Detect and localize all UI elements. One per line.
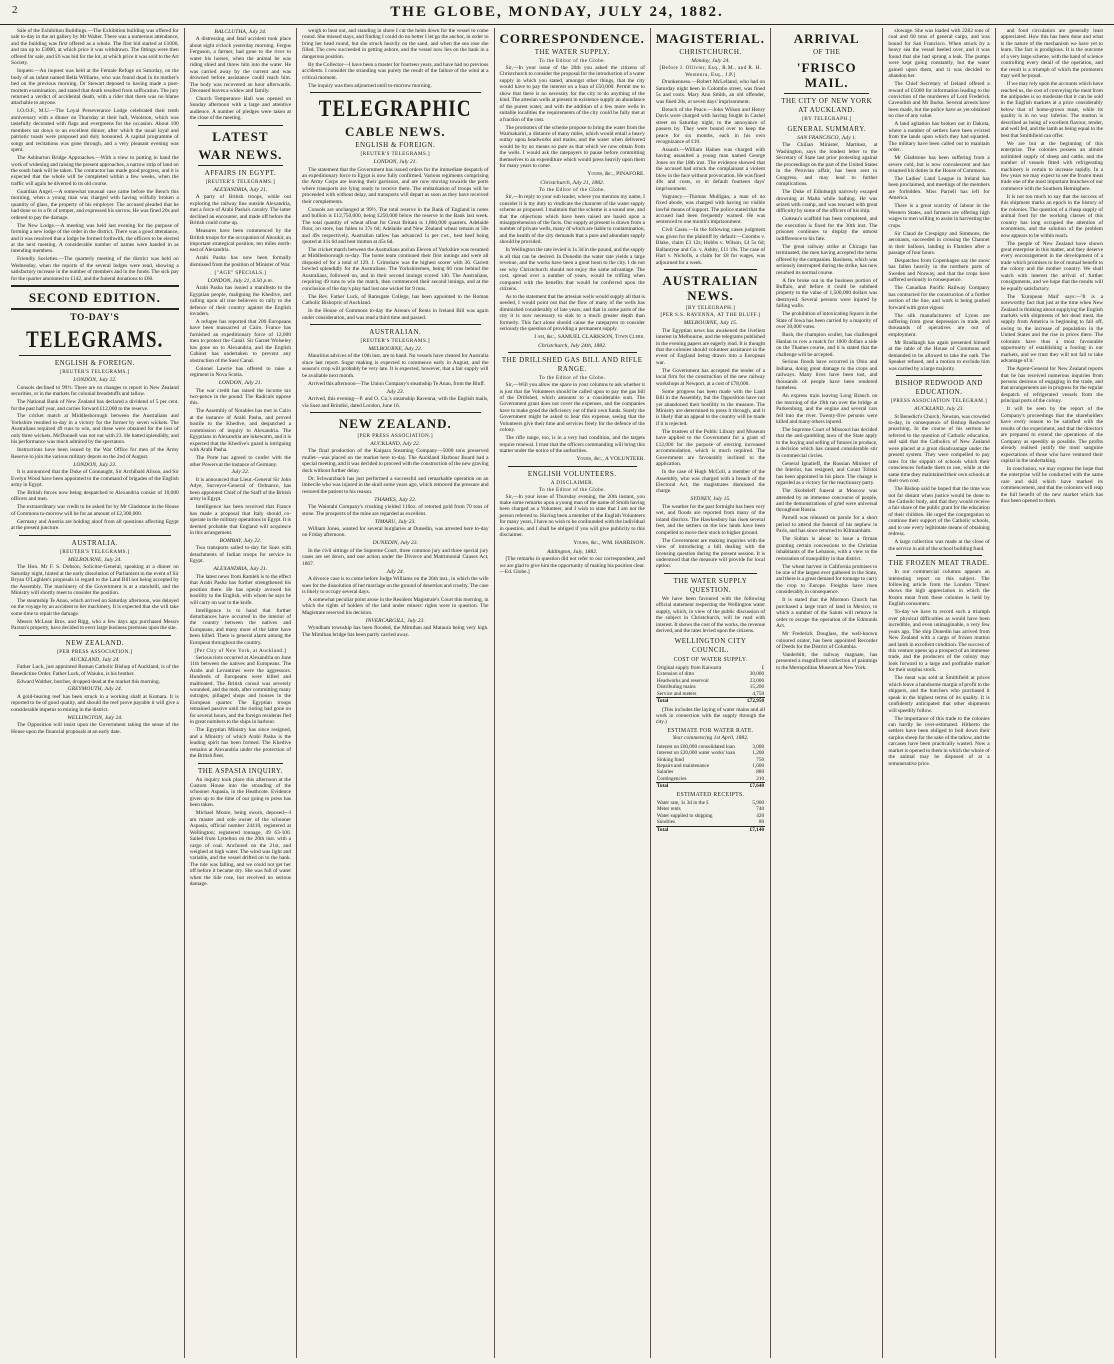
article-paragraph: Despatches from Copenhagen say the snow has fallen heavily in the northern parts of Sweden and Norway, and that the crops have suffered seriously in consequence. xyxy=(888,257,990,284)
dateline: TIMARU, July 23. xyxy=(374,518,416,525)
dateline: July 22. xyxy=(231,469,250,476)
divider-rule xyxy=(508,352,637,353)
article-paragraph: The Supreme Court of Missouri has decided that the anti-gambling laws of the State apply to the buying and selling of futures in produce, a decision which has caused considerable stir in commercial circles. xyxy=(776,426,878,459)
table-cell-value: 15,200 xyxy=(749,684,765,691)
article-paragraph: Rush, the champion sculler, has challenged Hanlan to row a match for 1000 dollars a side on the Thames course, and it is stated that the challenge will be accepted. xyxy=(776,332,878,358)
article-paragraph: A somewhat peculiar point arose in the Resident Magistrate's Court this morning, in which the rights of holders of the land under miners' rights were in question. The Magistrate reserved his decision. xyxy=(302,597,489,616)
table-cell-value: 30,000 xyxy=(749,671,765,678)
article-byline: To the Editor of the Globe. xyxy=(538,58,606,64)
divider-rule xyxy=(11,285,179,287)
article-paragraph: It is not too much to say that the success of this shipment marks an epoch in the history of the colonies. The question of a cheap supply of animal food for the working classes of this country has long occupied the attention of economists, and the solution of the problem now appears to be within reach. xyxy=(1000,193,1103,239)
dateline: LONDON, July 21. xyxy=(218,380,262,387)
article-paragraph: It is announced that the Duke of Connaught, Sir Archibald Alison, and Sir Evelyn Wood have been appointed to the command of brigades of the English army in Egypt. xyxy=(11,469,179,489)
article-paragraph: A distressing and fatal accident took place about eight o'clock yesterday morning. Fergus Ferguson, a farmer, had gone to the river to water his horses, when the animal he was riding shied and threw him into the water. He was carried away by the current and was drowned before assistance could reach him. The body was recovered an hour afterwards. Deceased leaves a widow and family. xyxy=(189,36,292,95)
article-byline: A DISCLAIMER. xyxy=(550,479,594,486)
divider-rule xyxy=(310,92,480,93)
signature: Yours, &c., A VOLUNTEER. xyxy=(576,456,645,463)
table-cell-value: 80 xyxy=(758,819,765,826)
article-paragraph: The importance of this trade to the colonies can hardly be over-estimated. Hitherto the settlers have been obliged to boil down their surplus sheep for the sake of the tallow, and the carcases have been practically wasted. Now a market is opened to them in which the whole of the animal may be disposed of at a remunerative price. xyxy=(888,715,990,767)
article-paragraph: The wheat harvest in California promises to be one of the largest ever gathered in the State, and there is a great demand for tonnage to carry the crop to Europe. Freights have risen considerably in consequence. xyxy=(776,563,878,596)
article-paragraph: Parnell was released on parole for a short period to attend the funeral of his nephew in Paris, and has since returned to Kilmainham. xyxy=(776,515,878,535)
table-cell-label: Sundries xyxy=(656,819,676,826)
article-paragraph: An express train leaving Long Branch on the morning of the 19th ran over the bridge at Parkersburg, and the engine and several cars fell into the river. Twenty-five persons were killed and many others injured. xyxy=(776,393,878,426)
article-paragraph: Edward Walther, butcher, dropped dead at the market this morning. xyxy=(17,678,161,685)
table-cell-label: Interest on £60,000 consolidated loan xyxy=(656,743,735,750)
article-paragraph: The Sultan is about to issue a firman granting certain concessions to the Christian inhabitants of the Lebanon, with a view to the restoration of tranquillity in that district. xyxy=(776,536,878,562)
text-block: COST OF WATER SUPPLY. xyxy=(673,656,748,663)
article-paragraph: Drunkenness.—Robert McLelland, who had on Saturday night been in Colombo street, was fined 5s and costs. Mary Ann Smith, an old offender, was fined 20s, or seven days' imprisonment. xyxy=(655,79,766,105)
article-paragraph: The great railway strike at Chicago has terminated, the men having accepted the terms offered by the companies. Business, which was seriously interrupted during the strike, has now resumed its normal course. xyxy=(776,243,878,276)
divider-rule xyxy=(19,535,171,536)
article-paragraph: Colonel Lawrie has offered to raise a regiment in Nova Scotia. xyxy=(189,365,292,379)
article-paragraph: In the civil sittings of the Supreme Court, three common jury and three special jury cases are set down, and one action under the Divorce and Matrimonial Causes Act, 1867. xyxy=(302,547,489,567)
article-paragraph: slowage. She was loaded with 2282 tons of coal and 60 tons of general cargo, and was bound for San Francisco. When struck by a heavy sea the vessel heeled over, and it was found that she had sprung a leak. The pumps were kept going constantly, but the water gained upon them, and it was decided to abandon her. xyxy=(888,28,990,80)
article-paragraph: By the Collector—I have been a master for fourteen years, and have had no previous accidents. I consider the stranding was purely the result of the failure of the wind at a critical moment. xyxy=(302,61,489,81)
article-heading: THE CITY OF NEW YORK AT AUCKLAND. xyxy=(781,97,873,114)
article-byline: To the Editor of the Globe. xyxy=(538,187,606,194)
dateline: GREYMOUTH, July 24. xyxy=(67,686,123,693)
article-heading: ENGLISH & FOREIGN. xyxy=(355,141,436,150)
divider-rule xyxy=(19,355,171,356)
article-paragraph: Two transports sailed to-day for Suez with detachments of Indian troops for service in Egypt. xyxy=(189,545,292,565)
article-paragraph: It will be seen by the report of the Company's proceedings that the shareholders have every reason to be satisfied with the results of the experiment, and that the directors are prepared to extend the operations of the Company as speedily as possible. The profits already realised justify the most sanguine expectations of those who have ventured their capital in the undertaking. xyxy=(1000,406,1103,464)
divider-rule xyxy=(664,269,757,270)
divider-rule xyxy=(198,125,283,126)
article-paragraph: Mauritius advices of the 10th inst. are to hand. No vessels have cleared for Australia since last report. Sugar making is expected to commence early in August, and the season's crop will probably be very late. It is expected, however, that a fair supply will be available next month. xyxy=(302,353,489,379)
article-byline: [Per City of New York, at Auckland.] xyxy=(194,647,287,654)
article-paragraph: The prohibition of intoxicating liquors in the State of Iowa has been carried by a majority of over 30,000 votes. xyxy=(776,311,878,331)
newspaper-column-4 xyxy=(495,28,651,1358)
article-paragraph: Friendly Societies.—The quarterly meeting of the district was held on Wednesday, when the reports of the several lodges were read, showing a satisfactory increase in the number of members and in the funds. The sick pay for the quarter amounted to £142, and the funeral donations to £60. xyxy=(11,256,179,282)
article-paragraph: Arrived, this evening—P. and O. Co.'s steamship Ravenna, with the English mails, via Suez and Brindisi, dated London, June 16. xyxy=(302,396,489,409)
table-cell-label: Total xyxy=(656,783,747,790)
article-heading: ENGLISH & FOREIGN. xyxy=(54,359,135,368)
section-heading: SECOND EDITION. xyxy=(28,290,161,306)
dateline: WELLINGTON, July 24. xyxy=(67,714,123,721)
article-paragraph: A gold-bearing reef has been struck in a working shaft at Kumara. It is reported to be of good quality, and should the reef prove payable it will give a considerable impetus to mining in the district. xyxy=(11,693,179,713)
article-paragraph: The meat was sold at Smithfield at prices which leave a handsome margin of profit to the shippers, and the butchers who purchased it speak in the highest terms of its quality. It is confidently anticipated that other shipments will speedily follow. xyxy=(888,675,990,714)
article-byline: To the Editor of the Globe. xyxy=(538,486,606,493)
article-byline: ["AGE" SPECIALS.] xyxy=(214,269,267,276)
dateline: MELBOURNE, July 24. xyxy=(67,556,122,563)
article-paragraph: As to the statement that the artesian wells would supply all that is needed, I would point out that the flow of many of the wells has diminished considerably of late years, and that in some parts of the city it is now necessary to sink to a much greater depth than formerly. This fact alone should cause the ratepayers to consider seriously the question of providing a permanent supply. xyxy=(499,293,645,333)
article-paragraph: The Assembly of Notables has met in Cairo at the instance of Arabi Pasha, and proved hostile to the Khedive, and despatched a commission of inquiry to Alexandria. The Egyptians in Alexandria are lukewarm, and it is expected that the Khedive's guard is intriguing with Arabi Pasha. xyxy=(189,408,292,454)
dateline: Monday, July 24. xyxy=(691,58,730,64)
article-paragraph: Guardian Angel.—A somewhat unusual case came before the Bench this morning, when a young man was charged with having wilfully broken a quantity of glass, the property of his employer. The accused pleaded that he had done so in a fit of temper, and expressed his sorrow. He was fined 20s and ordered to pay the damage. xyxy=(11,188,179,221)
dateline: July 23. xyxy=(386,388,405,395)
article-paragraph: In conclusion, we may express the hope that the enterprise will be conducted with the same care and skill which have marked its commencement, and that the colonists will reap the full benefit of the new market which has thus been opened to them. xyxy=(1000,465,1103,505)
article-byline: [REUTER'S TELEGRAMS.] xyxy=(60,548,130,555)
table-total-row xyxy=(656,698,765,705)
article-paragraph: Measures have been commenced by the British troops for the occupation of Aboukir, an important strategical position, ten miles north-east of Alexandria. xyxy=(189,228,292,254)
article-paragraph: We are but at the beginning of this enterprise. The colonies possess an almost unlimited supply of sheep and cattle, and the number of vessels fitted with refrigerating machinery is certain to increase rapidly. In a few years we may expect to see the frozen meat trade one of the most important branches of our commerce with the Southern Hemisphere. xyxy=(1000,140,1103,192)
table-cell-label: Headworks and reservoir xyxy=(656,677,710,684)
table-cell-value: £ xyxy=(761,665,765,672)
article-paragraph: Intelligence is to hand that further disturbances have occurred in the interior of the country between the natives and Europeans, and many more of the latter have been killed. There is general alarm among the European throughout the country. xyxy=(189,607,292,646)
article-paragraph: Guiteau's scaffold has been completed, and the execution is fixed for the 30th inst. The prisoner continues to display the utmost indifference to his fate. xyxy=(776,216,878,242)
article-paragraph: Sir,—In reply to your sub leader, where you mention my name, I consider it is my duty to vindicate the character of the water supply scheme as proposed. I maintain that the scheme is a sound one, and that the objections which have been raised are based upon a misapprehension of the facts. Our supply at present is drawn from a number of private wells, many of which are liable to contamination, and the health of the city demands that a pure and abundant supply should be provided. xyxy=(499,194,645,246)
article-paragraph: Wyndham township has been flooded, the Mimihau and Mataura being very high. The Mimihau bridge has been partly carried away. xyxy=(302,625,489,638)
dateline: LONDON, July 21, 4.50 p.m. xyxy=(207,277,274,284)
article-byline: [REUTER'S TELEGRAMS.] xyxy=(60,369,130,376)
article-paragraph: Serious riots occurred at Alexandria on June 11th between the natives and Europeans. The Arabs and Levantines were the aggressors. Hundreds of Europeans were killed and maltreated. The British consul was severely wounded, and the mob, after committing many outrages, pillaged shops and houses in the European quarter. The Egyptian troops remained passive until the rioting had gone on for several hours, and the foreign residents fled in great numbers to the ships in harbour. xyxy=(189,654,292,726)
article-paragraph: The British forces now being despatched to Alexandria consist of 10,000 officers and men. xyxy=(11,489,179,503)
article-paragraph: The Duke of Edinburgh narrowly escaped drowning at Malta while bathing. He was seized with cramp, and was rescued with great difficulty by some of the officers of his ship. xyxy=(776,189,878,215)
article-paragraph: The rifle range, too, is in a very bad condition, and the targets require renewal. I trust that the officers commanding will bring this matter under the notice of the authorities. xyxy=(499,435,645,455)
article-paragraph: A refugee has reported that 200 Europeans have been massacred at Cairo. France has furnished an expeditionary force of 12,000 men to protect the Canal. Sir Garnet Wolseley has gone on to Alexandria, and the English Cabinet has undertaken to prevent any obstruction of the Suez Canal. xyxy=(189,319,292,364)
divider-rule xyxy=(310,324,480,325)
article-paragraph: The Rev. Father Luck, of Ramsgate College, has been appointed to the Roman Catholic Bishopric of Auckland. xyxy=(302,293,489,307)
article-paragraph: I.O.O.F., M.U.—The Loyal Perseverance Lodge celebrated their tenth anniversary with a dinner on Thursday at their hall, Woolston, which was tastefully decorated with flags and evergreens for the occasion. About 100 members sat down to an excellent dinner, after which the usual loyal and patriotic toasts were proposed and duly honoured. A capital programme of songs and recitations was gone through, and a very pleasant evening was spent. xyxy=(11,108,179,154)
article-byline: [REUTER'S TELEGRAMS.] xyxy=(360,337,431,344)
article-byline: [PRESS ASSOCIATION TELEGRAM.] xyxy=(890,398,988,405)
article-paragraph: The Government has accepted the tender of a local firm for the construction of the new railway workshops at Newport, at a cost of £78,000. xyxy=(655,367,766,387)
dateline: MELBOURNE, July 22. xyxy=(368,345,423,352)
masthead xyxy=(0,0,1114,25)
table-cell-value: 210 xyxy=(756,775,765,782)
article-paragraph: The 'European Mail' says:—'It is a noteworthy fact that just at the time when New Zealand is thinking about supplying the English markets with shipments of her dead meat, the supply from America is beginning to fall off, owing to the increase of population in the United States and the rise in prices there. The colonists have thus a most favourable opportunity of establishing a footing in our markets, and we trust they will not fail to take advantage of it.' xyxy=(1000,293,1103,365)
article-heading: THE FROZEN MEAT TRADE. xyxy=(888,559,990,568)
article-paragraph: The Waiotahi Company's crushing yielded 116oz. of retorted gold from 70 tons of stone. The prospects of the mine are regarded as excellent. xyxy=(302,504,489,517)
dateline: BALCLUTHA, July 24. xyxy=(214,29,267,35)
article-byline: [REUTER'S TELEGRAMS.] xyxy=(205,178,276,185)
dateline: July 24. xyxy=(386,568,405,575)
dateline: DUNEDIN, July 23. xyxy=(372,540,418,547)
columns-container xyxy=(6,28,1108,1358)
table-cell-label: Sinking fund xyxy=(656,756,684,763)
article-paragraph: The Canadian Pacific Railway Company has contracted for the construction of a further section of the line, and work is being pushed forward with great vigour. xyxy=(888,285,990,311)
dateline: BOMBAY, July 22. xyxy=(219,538,262,544)
article-paragraph: The inquiry was then adjourned until to-morrow morning. xyxy=(308,82,432,89)
article-paragraph: In the case of Hugh McColl, a member of the Assembly, who was charged with a breach of the Electoral Act, the magistrates dismissed the charge. xyxy=(655,469,766,495)
article-paragraph: Sir,—Will you allow me space in your columns to ask whether it is just that the Volunteers should be called upon to pay the gas bill of the Drillshed, which amounts to a considerable sum. The Government grant does not cover the expenses, and the companies have to make good the deficiency out of their own funds. Surely the Government might be asked to bear this expense, seeing that the Volunteers give their time and services freely for the defence of the colony. xyxy=(499,382,645,434)
article-paragraph: and food circulation are generally least appreciated. How this has been done and what is the nature of the mechanism we have yet to learn. The fact is prodigious. It is the outcome of a very large scheme, with the hand of science controlling every detail of the operation, and the result is a triumph of which the promoters may well be proud. xyxy=(1000,28,1103,80)
article-paragraph: Mr Gladstone has been suffering from a severe cold, but is now convalescent and has resumed his duties in the House of Commons. xyxy=(888,155,990,175)
article-byline: [BY TELEGRAPH.] xyxy=(685,305,736,312)
divider-rule xyxy=(896,555,981,556)
article-paragraph: The latest news from Ramleh is to the effect that Arabi Pasha has further strengthened his position there. He has openly avowed his hostility to the English, with whom he says he will carry on war to the knife. xyxy=(189,573,292,606)
article-paragraph: The cricket match between the Australians and an Eleven of Yorkshire was resumed at Middlesborough to-day. The home team continued their first innings and were all disposed of for a total of 129. J. Grimshaw was the highest scorer with 36. Garrett bowled splendidly for the Australians. The Yorkshiremen, being 66 runs behind the Australians, followed on, and in their second innings scored 140. The Australians, requiring 49 runs to win the match, then commenced their second innings, and at the conclusion of the day's play had lost one wicket for 9 runs. xyxy=(302,246,489,292)
article-paragraph: The trustees of the Public Library and Museum have applied to the Government for a grant of £12,000 for the purpose of erecting increased accommodation, which is much required. The Government are favourably inclined to the application. xyxy=(655,428,766,468)
article-paragraph: The Ashburton Bridge Approaches.—With a view to putting in hand the work of widening and raising the present approaches, a narrow strip of land on the south bank will be taken. The contractor has made good progress, and it is expected that the whole will be completed within a few weeks, when the traffic will again be diverted to its old course. xyxy=(11,155,179,187)
section-heading: NEW ZEALAND. xyxy=(338,416,452,432)
table-row xyxy=(656,776,765,783)
table-row xyxy=(656,691,765,698)
article-paragraph: The cricket match at Middlesborough between the Australians and Yorkshire resulted to-day in a victory for the former by seven wickets. The Australians required 49 runs to win, and these were obtained for the loss of only three wickets. McDonnell was not out with 23. He batted splendidly, and his performance was much admired by the spectators. xyxy=(11,413,179,446)
table-cell-label: Distributing mains xyxy=(656,684,696,691)
article-heading: BISHOP REDWOOD AND EDUCATION. xyxy=(895,379,983,397)
table-cell-label: Service and meters xyxy=(656,690,697,697)
dateline: LONDON, July 21. xyxy=(373,159,417,166)
article-paragraph: Sir,—In your issue of Thursday evening, the 20th instant, you make some remarks upon a young man of the name of Smith having been charged as a Volunteer, and I wish to state that I am not the person referred to. Having been a member of the English Volunteers for many years, I have no wish to be confounded with the individual in question, and I shall be obliged if you will give publicity to this disclaimer. xyxy=(499,493,645,539)
article-paragraph: In Wellington the rate levied is 1s 3d in the pound, and the supply is all that can be desired. In Dunedin the water rate yields a large revenue, and the works have been a great boon to the city. I do not see why Christchurch should not enjoy the same advantage. The cost, spread over a number of years, would be trifling when compared with the benefits that would be conferred upon the citizens. xyxy=(499,247,645,292)
article-paragraph: A divorce case is to come before Judge Williams on the 26th inst., in which the wife sues for the dissolution of her marriage on the ground of desertion and cruelty. The case is likely to occupy several days. xyxy=(302,576,489,596)
divider-rule xyxy=(19,635,171,636)
divider-rule xyxy=(508,466,637,467)
table-cell-value: 5,900 xyxy=(752,800,765,807)
article-paragraph: A fire broke out in the business portion of Buffalo, and before it could be subdued property to the value of 1,500,000 dollars was destroyed. Several persons were injured by falling walls. xyxy=(776,277,878,310)
section-heading: CORRESPONDENCE. xyxy=(499,31,645,46)
article-paragraph: Vanderbilt, the railway magnate, has presented a magnificent collection of paintings to the Metropolitan Museum at New York. xyxy=(776,651,878,671)
article-paragraph: The Ladies' Land League in Ireland has been proclaimed, and meetings of the members are forbidden. Miss Parnell has left for America. xyxy=(888,175,990,202)
divider-rule xyxy=(198,763,283,764)
article-paragraph: Arabi Pasha has now been formally dismissed from the position of Minister of War. xyxy=(189,255,292,268)
article-heading: THE WATER SUPPLY. xyxy=(534,48,610,56)
section-heading: CABLE NEWS. xyxy=(344,124,446,140)
article-paragraph: Consols declined to 99½. There are no changes to report in New Zealand securities, or in the markets for colonial breadstuffs and tallow. xyxy=(11,384,179,398)
dateline: AUCKLAND, July 23. xyxy=(914,406,964,413)
table-total-row xyxy=(656,826,765,833)
article-paragraph: The war credit has raised the income tax two-pence in the pound. The Radicals oppose this. xyxy=(189,387,292,407)
table-cell-value: 420 xyxy=(756,812,765,819)
article-paragraph: The Chilian Minister, Martinez, at Washington, says the loudest letter to the Secretary of State last prior protesting against the proceedings on the part of the United States in the Peruvian affair, has been sent to Congress, and may lead to further complications. xyxy=(776,142,878,188)
newspaper-column-5 xyxy=(651,28,771,1358)
table-cell-value: 23,000 xyxy=(749,677,765,684)
newspaper-column-3 xyxy=(297,28,494,1358)
dateline: AUCKLAND, July 24. xyxy=(70,656,120,663)
article-paragraph: Consols are unchanged at 99½. The total reserve in the Bank of England in notes and bullion is £12,750,000, being £250,000 below the reserve in the Bank last week. The total quantity of wheat afloat for Great Britain is 1,860,000 quarters. Adelaide flour, on store, has fallen to 37s 6d; Adelaide and New Zealand wheat remain at 50s and 49s respectively. Australian tallow has advanced 1s per cwt., best beef being quoted at 41s 6d and best mutton at 45s 6d. xyxy=(302,206,489,246)
section-heading: ARRIVAL xyxy=(793,31,860,46)
article-paragraph: The weather for the past fortnight has been very wet, and floods are reported from many of the inland districts. The Hawkesbury has risen several feet, and the settlers on the low lands have been compelled to move their stock to higher ground. xyxy=(655,503,766,536)
article-paragraph: Serious floods have occurred in Ohio and Indiana, doing great damage to the crops and railways. Many lives have been lost, and thousands of people have been rendered homeless. xyxy=(776,359,878,392)
article-paragraph: The Egyptian Ministry has since resigned, and a Ministry of which Arabi Pasha is the leading spirit has been formed. The Khedive remains at Alexandria under the protection of the British fleet. xyxy=(189,727,292,760)
table-cell-label: Contingencies xyxy=(656,775,687,782)
article-paragraph: Sir,—In your issue of the 20th you asked the citizens of Christchurch to consider the proposal for the introduction of a water supply in which you stated, amongst other things, that the city would have to pay the interest on a loan of £50,000. Permit me to show that there is no necessity for the city to do anything of the kind. The artesian wells at present in existence supply an abundance of the purest water, and with the addition of a few more wells in suitable localities the requirements of the city could be fully met at a fraction of the cost. xyxy=(499,65,645,123)
article-paragraph: The people of New Zealand have shown great enterprise in this matter, and they deserve every encouragement in the development of a trade which promises to be of mutual benefit to the colony and the mother country. We shall watch with interest the arrival of further consignments, and we hope that the results will be equally satisfactory. xyxy=(1000,240,1103,292)
dateline: THAMES, July 22. xyxy=(374,496,417,503)
article-paragraph: The Hon. Mr F. S. Dobson, Solicitor-General, speaking at a dinner on Saturday night, hinted at the early dissolution of Parliament in the event of Sir Bryan O'Loghlen's proposals in regard to the Land Bill not being accepted by the Assembly. The machinery of the Government is at a standstill, and the Ministry will shortly meet to consider the position. xyxy=(11,564,179,596)
figures-table xyxy=(656,744,765,790)
article-byline: [PER PRESS ASSOCIATION.] xyxy=(357,433,433,440)
dateline: Christchurch, July 24th, 1882. xyxy=(538,342,607,349)
article-paragraph: Sir Claud de Crespigny and Simmons, the aeronauts, succeeded in crossing the Channel in their balloon, landing in Flanders after a passage of four hours. xyxy=(888,230,990,256)
article-paragraph: (This includes the laying of water mains and all work in connection with the supply through the city.) xyxy=(655,706,766,726)
article-paragraph: weigh to beat out, and standing in shore I cut the helm down for the vessel to come round. She missed stays, and finding I could do no better I let go the anchor, in order to bring her head round, but she struck heavily on the sand, and when the sea rose she filled. The crew succeeded in getting ashore, and the vessel now lies on the bank in a dangerous position. xyxy=(302,28,489,60)
section-heading: 'FRISCO MAIL. xyxy=(796,60,857,90)
article-paragraph: [The remarks in question did not refer to our correspondent, and we are glad to give him the opportunity of making his position clear.—Ed. Globe.] xyxy=(499,556,645,575)
table-cell-value: 1,200 xyxy=(752,750,765,757)
article-paragraph: It is announced that Lieut.-General Sir John Adye, Surveyor-General of Ordnance, has been appointed Chief of the Staff of the British army in Egypt. xyxy=(189,476,292,503)
text-block: ESTIMATE FOR WATER RATE. xyxy=(667,727,754,734)
article-paragraph: A party of British troops, while out exploring the railway line outside Alexandria, met a force of Arabi Pasha's cavalry. The latter declined an encounter, and made off before the British could come up. xyxy=(189,194,292,227)
dateline: Year commencing 1st April, 1882. xyxy=(672,735,749,742)
dateline: SYDNEY, July 15. xyxy=(690,496,731,503)
newspaper-column-2 xyxy=(185,28,297,1358)
text-block: ESTIMATED RECEIPTS. xyxy=(676,791,745,798)
article-heading: THE WATER SUPPLY QUESTION. xyxy=(673,576,748,594)
article-paragraph: A land agitation has broken out in Dakota, where a number of settlers have been evicted from the lands upon which they had squatted. The military have been called out to maintain order. xyxy=(888,121,990,154)
article-paragraph: William Jones, wanted for several burglaries at Dunedin, was arrested here to-day on Friday afternoon. xyxy=(302,525,489,539)
article-paragraph: The final production of the Kaipara Steaming Company—5000 tons preserved mullet—was placed on the market here to-day. The Auckland Harbour Board had a special meeting, and it was decided to proceed with the construction of the new graving dock without further delay. xyxy=(302,448,489,474)
article-paragraph: To-day we have to record such a triumph over physical difficulties as would have been incredible, and even unimaginable, a very few years ago. The ship Dunedin has arrived from New Zealand with a cargo of frozen mutton and lamb in excellent condition. The success of this venture opens up a prospect of an immense trade, and the producers of the colony may look forward to a large and profitable market for their surplus stock. xyxy=(888,609,990,674)
table-total-row xyxy=(656,783,765,790)
table-cell-value: £7,640 xyxy=(747,783,765,790)
article-paragraph: Arrived this afternoon—The Union Company's steamship Te Anau, from the Bluff. xyxy=(308,380,486,387)
table-cell-label: Total xyxy=(656,698,741,705)
article-paragraph: The promoters of the scheme propose to bring the water from the Waimakariri, a distance of many miles, which would entail a heavy outlay upon headworks and mains, and the water when delivered would be by no means so pure as that which we now obtain from the wells. I would ask the ratepayers to pause before committing themselves to an expenditure which would press heavily upon them for many years to come. xyxy=(499,124,645,170)
divider-rule xyxy=(784,93,869,94)
article-heading: THE DRILLSHED GAS BILL AND RIFLE RANGE. xyxy=(501,356,643,374)
table-cell-label: Salaries xyxy=(656,769,674,776)
table-cell-label: Total xyxy=(656,826,741,833)
article-byline: [PER PRESS ASSOCIATION.] xyxy=(57,648,133,655)
article-paragraph: Some progress has been made with the Land Bill in the Assembly, but the Opposition have not yet abandoned their hostility to the measure. The Ministry are determined to press it through, and it is likely that an appeal to the country will be made if it is rejected. xyxy=(655,388,766,427)
table-cell-label: Meter rents xyxy=(656,806,681,813)
dateline: MELBOURNE, July 15. xyxy=(683,320,738,327)
article-paragraph: In the House of Commons to-day the Arrears of Rents in Ireland Bill was again under consideration, and was read a third time and passed. xyxy=(302,308,489,321)
section-heading: WAR NEWS. xyxy=(198,146,283,162)
article-paragraph: Inquest.—An inquest was held at the Female Refuge on Saturday, on the body of an infant named Bella Williams, who was found dead in its mother's bed on the previous morning. Dr Stewart deposed to having made a post-mortem examination, and stated that death resulted from suffocation. The jury returned a verdict of accidental death, with a rider that there was no blame attachable to anyone. xyxy=(11,68,179,107)
article-heading: AUSTRALIA. xyxy=(71,538,119,547)
article-paragraph: A large collection was made at the close of the service in aid of the school building fund. xyxy=(888,539,990,552)
article-paragraph: General Ignatieff, the Russian Minister of the Interior, has resigned, and Count Tolstoi has been appointed in his place. The change is regarded as a victory for the reactionary party. xyxy=(776,460,878,487)
article-byline: [PER S.S. RAVENNA, AT THE BLUFF.] xyxy=(660,312,761,319)
article-paragraph: Germany and Austria are holding aloof from all questions affecting Egypt at the present juncture. xyxy=(11,518,179,532)
divider-rule xyxy=(11,308,179,310)
article-paragraph: Intelligence has been received that France has made a proposal that Italy should co-operate in the military operations in Egypt. It is deemed probable that England will acquiesce in this arrangement. xyxy=(189,504,292,537)
article-paragraph: If we may rely upon the accounts which have reached us, the cost of conveying the meat from the antipodes is so moderate that it can be sold in the English markets at a price considerably below that of home-grown meat, while its quality is in no way inferior. The mutton is described as being of excellent flavour, tender, and well fed, and the lamb as being equal to the best that Smithfield can offer. xyxy=(1000,81,1103,139)
section-heading: TO-DAY'S xyxy=(70,313,120,324)
page-number: 2 xyxy=(12,4,20,16)
table-row xyxy=(656,819,765,826)
masthead-title: THE GLOBE, MONDAY, JULY 24, 1882. xyxy=(390,3,724,20)
newspaper-column-8 xyxy=(996,28,1108,1358)
article-paragraph: The National Bank of New Zealand has declared a dividend of 5 per cent. for the past half year, and carries forward £12,000 to the reserve. xyxy=(11,399,179,412)
article-heading: GENERAL SUMMARY. xyxy=(787,125,867,133)
article-paragraph: Father Luck, just appointed Roman Catholic Bishop of Auckland, is of the Benedictine Order. Father Luck, of Waiuku, is his brother. xyxy=(11,664,179,677)
article-paragraph: Vagrancy.—Thomas Mulligan, a man of no fixed abode, was charged with having no visible lawful means of support. The police stated that the accused had been frequently warned. He was sentenced to one month's imprisonment. xyxy=(655,193,766,226)
article-paragraph: Michael Moore, being sworn, deposed—I am master and sole owner of the schooner Aspasia, official number 24410, registered at Wellington; registered tonnage, 49 63-100. Sailed from Lyttelton on the 20th inst. with a cargo of coal. Anchored on the 21st, and weighed at high water. The wind was light and variable, and the vessel drifted on to the bank. The tide was falling, and we could not get her off before it became dry. She was full of water when the tide rose, but received no serious damage. xyxy=(189,810,292,888)
article-paragraph: The Opposition will insist upon the Government taking the sense of the House upon the financial proposals at an early date. xyxy=(11,722,179,735)
article-paragraph: The Chief Secretary of Ireland offered a reward of £5000 for information leading to the conviction of the murderers of Lord Frederick Cavendish and Mr Burke. Several arrests have been made, but the police have as yet obtained no clue of any value. xyxy=(888,81,990,120)
section-heading: TELEGRAPHIC xyxy=(318,96,472,122)
article-paragraph: Dr. Schwarzbach has just performed a successful and remarkable operation on an imbecile who was injured in the skull some years ago, which removed the pressure and restored the patient to his reason. xyxy=(302,475,489,495)
article-heading: AUSTRALIAN. xyxy=(369,327,422,336)
article-heading: NEW ZEALAND. xyxy=(65,638,125,647)
table-cell-value: 4,750 xyxy=(752,690,765,697)
table-cell-label: Water rate, 1s 3d in the £ xyxy=(656,800,709,807)
article-heading: THE ASPASIA INQUIRY. xyxy=(197,766,283,775)
divider-rule xyxy=(198,165,283,166)
dateline: ALEXANDRIA, July 21. xyxy=(213,566,268,573)
article-byline: To the Editor of the Globe. xyxy=(538,375,606,382)
article-paragraph: The steamship Te Anau, which arrived on Saturday afternoon, was delayed on the voyage by an accident to her machinery. It is expected that she will take some time to repair the damage. xyxy=(11,597,179,617)
article-paragraph: The New Lodge.—A meeting was held last evening for the purpose of forming a new lodge of the order in the district. There was a good attendance, and it was resolved that a lodge be formed forthwith, the officers to be elected at the next meeting. A considerable number of names were handed in as intending members. xyxy=(11,222,179,255)
divider-rule xyxy=(664,573,757,574)
article-heading: WELLINGTON CITY COUNCIL. xyxy=(674,636,747,654)
table-cell-label: Water supplied to shipping xyxy=(656,812,713,819)
section-heading: LATEST xyxy=(212,128,269,144)
article-heading: ENGLISH VOLUNTEERS. xyxy=(527,469,617,478)
article-paragraph: Assault.—William Haines was charged with having assaulted a young man named George Jones on the 18th inst. The evidence showed that the accused had struck the complainant a violent blow in the face without provocation. He was fined 40s and costs, or in default fourteen days' imprisonment. xyxy=(655,146,766,192)
dateline: LONDON, July 22. xyxy=(73,377,117,384)
section-heading: MAGISTERIAL. xyxy=(655,31,766,46)
figures-table xyxy=(656,800,765,833)
newspaper-column-7 xyxy=(883,28,995,1358)
dateline: Addington, July, 1882. xyxy=(546,548,598,555)
article-heading: CHRISTCHURCH. xyxy=(679,48,742,56)
newspaper-column-6 xyxy=(771,28,883,1358)
article-paragraph: The statement that the Government has issued orders for the immediate despatch of an expeditionary force to Egypt is now fully confirmed. Various regiments comprising the Army Corps are leaving their garrisons, and are now moving towards the ports where transports are lying ready to receive them. The embarkation of troops will be proceeded with without delay, and transports will depart as soon as they have received their complements. xyxy=(302,166,489,205)
figures-table xyxy=(656,665,765,704)
article-paragraph: The extraordinary war credit to be asked for by Mr Gladstone in the House of Commons to-morrow will be for an amount of £2,300,000. xyxy=(11,504,179,517)
article-paragraph: Breach of the Peace.—John Wilson and Henry Davis were charged with having fought in Cashel street on Saturday night, to the annoyance of passers by. They were bound over to keep the peace for six months, each in his own recognizance of £10. xyxy=(655,106,766,146)
article-paragraph: Mr Frederick Douglass, the well-known coloured orator, has been appointed Recorder of Deeds for the District of Columbia. xyxy=(776,631,878,650)
article-paragraph: Messrs McLean Bros. and Rigg, who a few days ago purchased Messrs Paxton's property, have decided to erect large business premises upon the site. xyxy=(11,618,179,632)
article-paragraph: It is stated that the Mormon Church has purchased a large tract of land in Mexico, to which a number of the Saints will remove in order to escape the operation of the Edmunds Act. xyxy=(776,597,878,630)
article-paragraph: The Porte has agreed to confer with the other Powers at the instance of Germany. xyxy=(189,455,292,468)
dateline: AUCKLAND, July 22. xyxy=(370,441,421,448)
section-heading: TELEGRAMS. xyxy=(26,327,164,353)
article-paragraph: Civil Cases.—In the following cases judgment was given for the plaintiff by default:—Coombs v. Blake, claim £3 12s; Hobbs v. Wilson, £4 5s 6d; Ballantyne and Co. v. Ashby, £11 19s. The case of Hart v. Nicholls, a claim for £8 for wages, was adjourned for a week. xyxy=(655,227,766,266)
table-cell-value: £7,140 xyxy=(741,826,765,833)
article-paragraph: The Agent-General for New Zealand reports that he has received numerous inquiries from persons desirous of engaging in the trade, and that arrangements are in progress for the regular despatch of refrigerated vessels from the principal ports of the colony. xyxy=(1000,366,1104,405)
table-cell-value: 1,600 xyxy=(752,763,765,769)
article-paragraph: The silk manufacturers of Lyons are suffering from great depression in trade, and thousands of operatives are out of employment. xyxy=(888,312,990,338)
table-cell-label: Original supply from Kaiwarra xyxy=(656,665,722,672)
dateline: SAN FRANCISCO, July 1. xyxy=(797,135,857,141)
signature: I am, &c., SAMUEL CLARKSON, Town Clerk. xyxy=(534,334,645,341)
article-paragraph: Church Temperance Hall was opened on Sunday afternoon with a large and attentive audience. A number of pledges were taken at the close of the meeting. xyxy=(189,96,292,122)
divider-rule xyxy=(896,375,981,376)
article-paragraph: Sale of the Exhibition Buildings.—The Exhibition building was offered for sale to-day in the art gallery by Mr Walter. There was a numerous attendance, and the building was first offered as a whole. The first bid started at £1000, and ran up to £3000, at which price it was withdrawn. The fittings were then offered for sale, and £6 was bid for the lot, at which price it was sold to the Art Society. xyxy=(11,28,179,67)
newspaper-column-1 xyxy=(6,28,185,1358)
dateline: INVERCARGILL, July 23. xyxy=(365,617,425,624)
article-heading: OF THE xyxy=(813,48,841,56)
article-heading: AFFAIRS IN EGYPT. xyxy=(204,168,277,177)
table-cell-value: 3,000 xyxy=(752,743,765,750)
table-cell-value: 880 xyxy=(756,769,765,776)
article-paragraph: Arabi Pasha has issued a manifesto to the Egyptian people, maligning the Khedive, and calling upon all true believers to rally to the defence of their country against the English invaders. xyxy=(189,285,292,318)
article-byline: [REUTER'S TELEGRAMS.] xyxy=(360,151,431,158)
table-cell-label: Extension of ditto xyxy=(656,671,695,678)
table-cell-value: £72,950 xyxy=(741,698,765,705)
dateline: LONDON, July 23. xyxy=(73,461,117,468)
divider-rule xyxy=(310,412,480,413)
article-paragraph: Mr Bradlaugh has again presented himself at the table of the House of Commons and demanded to be allowed to take the oath. The Speaker refused, and a motion to exclude him was carried by a large majority. xyxy=(888,339,990,372)
article-paragraph: Instructions have been issued by the War Office for men of the Army Reserve to join the various military depots on the 2nd of August. xyxy=(11,447,179,460)
dateline: Christchurch, July 21, 1882. xyxy=(540,179,605,186)
section-heading: AUSTRALIAN NEWS. xyxy=(662,273,759,304)
article-paragraph: The Bishop said he hoped that the time was not far distant when justice would be done to the Catholic body, and that they would receive a fair share of the public grant for the education of their children. He urged the congregation to continue their support of the Catholic schools, and to use every legitimate means of obtaining redress. xyxy=(888,486,990,538)
table-cell-label: Interest on £20,000 water works' loan xyxy=(656,750,736,757)
signature: Yours, &c., PINAFORE. xyxy=(587,171,645,178)
article-paragraph: In our commercial columns appears an interesting report on this subject. The following article from the London 'Times' shows the high appreciation in which the frozen meat from these colonies is held by English consumers. xyxy=(888,569,990,608)
article-paragraph: An inquiry took place this afternoon at the Custom House into the stranding of the schooner Aspasia, in the Heathcote. Evidence given up to the time of our going to press has been taken. xyxy=(189,776,292,809)
signature: Yours, &c., WM. HARRISON. xyxy=(573,540,645,547)
article-byline: [BY TELEGRAPH.] xyxy=(802,116,852,122)
article-paragraph: St Benedict's Church, Newton, was crowded to-day, in consequence of Bishop Redwood preaching. In the course of his sermon he referred to the question of Catholic education, and said that the Catholics of New Zealand were placed at a great disadvantage under the present system. They were compelled to pay rates for the support of schools which their consciences forbade them to use, while at the same time they maintained their own schools at their own cost. xyxy=(888,413,990,485)
article-paragraph: The Skobeleff funeral at Moscow was attended by an immense concourse of people, and the demonstrations of grief were universal throughout Russia. xyxy=(776,488,878,514)
dateline: ALEXANDRIA, July 21. xyxy=(213,186,268,193)
article-paragraph: There is a great scarcity of labour in the Western States, and farmers are offering high wages to men willing to assist in harvesting the crops. xyxy=(888,203,990,229)
article-paragraph: We have been favoured with the following official statement respecting the Wellington water supply, which, in view of the public discussion of the subject in Christchurch, will be read with interest. It shows the cost of the works, the revenue derived, and the rates levied upon the citizens. xyxy=(655,595,766,635)
article-paragraph: The Government are making inquiries with the view of introducing a bill dealing with the licensing question during the present session. It is understood that the measure will provide for local option. xyxy=(655,537,766,570)
table-cell-label: Repairs and maintenance xyxy=(656,763,710,769)
table-cell-value: 740 xyxy=(756,806,765,813)
article-paragraph: The Egyptian news has awakened the liveliest interest in Melbourne, and the telegrams published in the evening papers are eagerly read. It is thought that the colonies should volunteer assistance in the event of England being drawn into a European war. xyxy=(655,327,766,366)
table-cell-value: 750 xyxy=(756,756,765,763)
article-byline: [Before J. Ollivier, Esq., R.M., and R. H. Westenra, Esq., J.P.] xyxy=(659,65,762,79)
